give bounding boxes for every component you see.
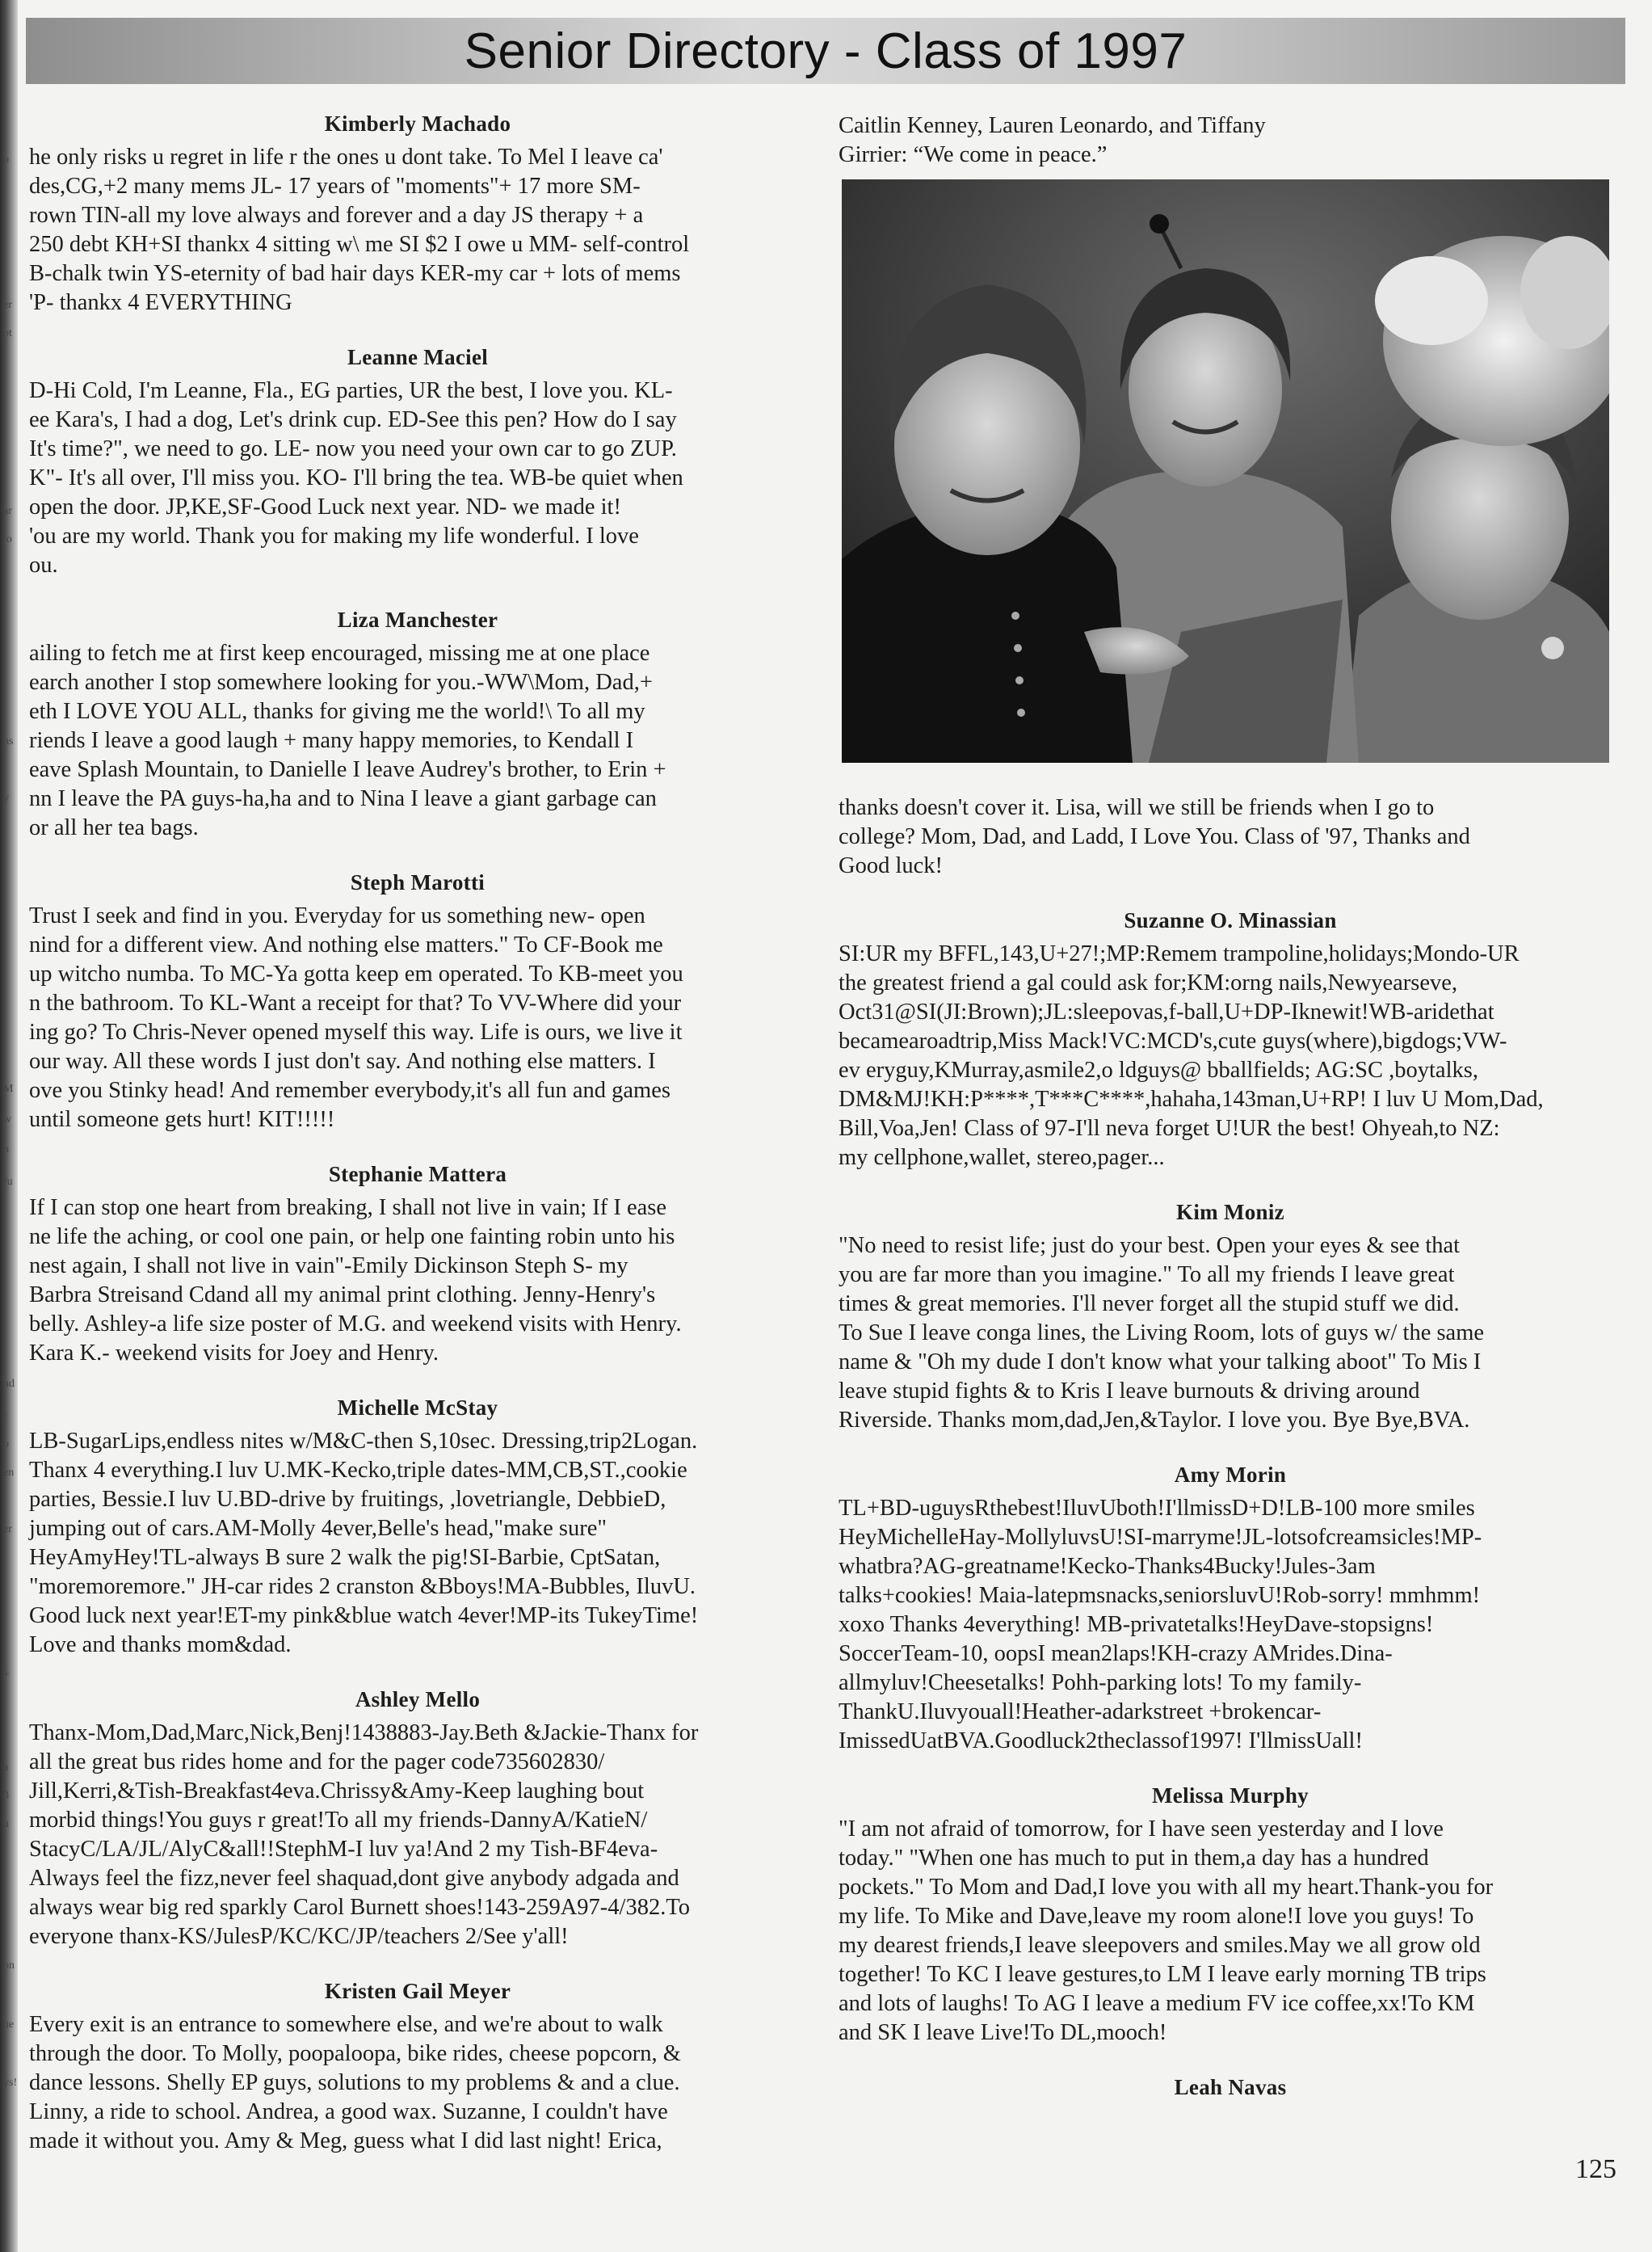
bleed-fragment: w bbox=[3, 1113, 12, 1126]
top-button bbox=[1014, 644, 1022, 652]
senior-message: ailing to fetch me at first keep encouraged, missing me at one place earch another I stop somewhere looking for you.-WW\Mom, Dad,+ eth I LOVE YOU ALL, thanks for giving me the world!\ To all my riends I leave a good laugh + many happy memories, to Kendall I eave Splash Mountain, to Danielle I leave Audrey's brother, to Erin + nn I leave the PA guys-ha,ha and to Nina I leave a giant garbage can or all her tea bags. bbox=[29, 641, 666, 840]
bleed-fragment: ot bbox=[3, 327, 12, 339]
senior-entry bbox=[29, 870, 806, 1134]
senior-entry bbox=[29, 112, 806, 318]
bleed-fragment: nd bbox=[3, 1378, 15, 1390]
photo-caption: Caitlin Kenney, Lauren Leonardo, and Tiffany Girrier: “We come in peace.” bbox=[839, 113, 1266, 167]
senior-entry bbox=[29, 608, 806, 843]
senior-entry bbox=[839, 1463, 1622, 1756]
senior-message: "I am not afraid of tomorrow, for I have seen yesterday and I love today." "When one has much to put in them,a day has a hundred pockets." To Mom and Dad,I love you with all my heart.Thank-you for my life. To Mike and Dave,leave my room alone!I love you guys! To my dearest friends,I leave sleepovers and smiles.May we all grow old together! To KC I leave gestures,to LM I leave early morning TB trips and lots of laughs! To AG I leave a medium FV ice coffee,xx!To KM and SK I leave Live!To DL,mooch! bbox=[839, 1816, 1494, 2045]
senior-message: LB-SugarLips,endless nites w/M&C-then S,10sec. Dressing,trip2Logan. Thanx 4 everything.I luv U.MK-Kecko,triple dates-MM,CB,ST.,cookie parties, Bessie.I luv U.BD-drive by fruitings, ,lovetriangle, DebbieD, jumping out of cars.AM-Molly 4ever,Belle's head,"make sure" HeyAmyHey!TL-always B sure 2 walk the pig!SI-Barbie, CptSatan, "moremoremore." JH-car rides 2 cranston &Bboys!MA-Bubbles, IluvU. Good luck next year!ET-my pink&blue watch 4ever!MP-its TukeyTime! Love and thanks mom&dad. bbox=[29, 1429, 699, 1657]
bleed-fragment: on bbox=[3, 1959, 15, 1972]
right-column bbox=[839, 112, 1622, 2128]
hoodie-button bbox=[1541, 637, 1564, 659]
senior-name: Stephanie Mattera bbox=[328, 1162, 507, 1186]
bleed-fragment: + bbox=[3, 1669, 10, 1681]
bleed-fragment: 3 bbox=[3, 1790, 9, 1802]
senior-name: Michelle McStay bbox=[337, 1395, 498, 1420]
page-number: 125 bbox=[1575, 2154, 1616, 2184]
senior-message: "No need to resist life; just do your best. Open your eyes & see that you are far more than you imagine." To all my friends I leave great times & great memories. I'll never forget all the stupid stuff we did. To Sue I leave conga lines, the Living Room, lots of guys w/ the same name & "Oh my dude I don't know what your talking aboot" To Mis I leave stupid fights & to Kris I leave burnouts & driving around Riverside. Thanks mom,dad,Jen,&Taylor. I love you. Bye Bye,BVA. bbox=[839, 1233, 1485, 1433]
senior-name: Leah Navas bbox=[1174, 2075, 1287, 2099]
bleed-fragment: ys! bbox=[3, 2077, 18, 2089]
bleed-fragment: fu bbox=[3, 1176, 13, 1188]
bleed-fragment: en bbox=[3, 1467, 15, 1479]
feather-hat bbox=[1375, 256, 1488, 345]
antenna-headband bbox=[1150, 214, 1169, 234]
senior-entry bbox=[29, 1687, 806, 1951]
bleed-fragment: o bbox=[3, 154, 9, 166]
bleed-fragment: o bbox=[3, 1438, 9, 1450]
bleed-fragment: a bbox=[3, 1762, 9, 1774]
senior-name: Melissa Murphy bbox=[1152, 1783, 1309, 1808]
senior-name: Kristen Gail Meyer bbox=[324, 1979, 511, 2003]
left-column bbox=[29, 112, 806, 2183]
bleed-fragment: ue bbox=[3, 2018, 15, 2031]
senior-entry bbox=[839, 1200, 1622, 1435]
senior-name: Kimberly Machado bbox=[324, 112, 511, 136]
continued-message bbox=[839, 793, 1622, 881]
top-button bbox=[1017, 709, 1025, 717]
photo-illustration bbox=[842, 179, 1609, 763]
senior-message: Every exit is an entrance to somewhere else, and we're about to walk through the door. To Molly, poopaloopa, bike rides, cheese popcorn, & dance lessons. Shelly EP guys, solutions to my problems & and a clue. Linny, a ride to school. Andrea, a good wax. Suzanne, I couldn't have made it without you. Amy & Meg, guess what I did last night! Erica, bbox=[29, 2012, 681, 2153]
senior-name: Liza Manchester bbox=[337, 608, 498, 632]
senior-entry bbox=[839, 908, 1622, 1172]
senior-entry bbox=[839, 2075, 1622, 2100]
senior-entry bbox=[29, 345, 806, 580]
bleed-fragment: y bbox=[3, 792, 9, 804]
senior-message: he only risks u regret in life r the ones u dont take. To Mel I leave ca' des,CG,+2 many mems JL- 17 years of "moments"+ 17 more SM- rown TIN-all my love always and forever and a day JS therapy + a 250 debt KH+SI thankx 4 sitting w\ me SI $2 I owe u MM- self-control B-chalk twin YS-eternity of bad hair days KER-my car + lots of mems 'P- thankx 4 EVERYTHING bbox=[29, 145, 690, 315]
page-header-banner bbox=[26, 18, 1625, 84]
student-photo bbox=[842, 179, 1609, 763]
bleed-fragment: er bbox=[3, 299, 12, 311]
senior-name: Kim Moniz bbox=[1176, 1200, 1284, 1224]
page-title: Senior Directory - Class of 1997 bbox=[464, 23, 1188, 79]
senior-entry bbox=[29, 1395, 806, 1660]
bleed-fragment: M bbox=[3, 1083, 14, 1095]
senior-entry bbox=[839, 1783, 1622, 2048]
top-button bbox=[1015, 676, 1024, 684]
top-button bbox=[1011, 612, 1019, 620]
senior-name: Steph Marotti bbox=[350, 870, 486, 894]
bleed-fragment: to bbox=[3, 533, 12, 545]
bleed-fragment: ar bbox=[3, 505, 12, 517]
senior-name: Suzanne O. Minassian bbox=[1124, 908, 1337, 932]
bleed-fragment: u bbox=[3, 1818, 9, 1830]
senior-message: Thanx-Mom,Dad,Marc,Nick,Benj!1438883-Jay.Beth &Jackie-Thanx for all the great bus rides home and for the pager code735602830/ Jill,Kerri,&Tish-Breakfast4eva.Chrissy&Amy-Keep laughing bout morbid things!You guys r great!To all my friends-DannyA/KatieN/ StacyC/LA/JL/AlyC&all!!StephM-I luv ya!And 2 my Tish-BF4eva- Always feel the fizz,never feel shaquad,dont give anybody adgada and always wear big red sparkly Carol Burnett shoes!143-259A97-4/382.To everyone thanx-KS/JulesP/KC/KC/JP/teachers 2/See y'all! bbox=[29, 1720, 699, 1949]
senior-message: TL+BD-uguysRthebest!IluvUboth!I'llmissD+D!LB-100 more smiles HeyMichelleHay-MollyluvsU!SI-marryme!JL-lotsofcreamsicles!MP- whatbra?AG-greatname!Kecko-Thanks4Bucky!Jules-3am talks+cookies! Maia-latepmsnacks,seniorsluvU!Rob-sorry! mmhmm! xoxo Thanks 4everything! MB-privatetalks!HeyDave-stopsigns! SoccerTeam-10, oopsI mean2laps!KH-crazy AMrides.Dina- allmyluv!Cheesetalks! Pohh-parking lots! To my family- ThankU.Iluvyouall!Heather-adarkstreet +brokencar- ImissedUatBVA.Goodluck2theclassof1997! I'llmissUall! bbox=[839, 1496, 1482, 1753]
senior-name: Leanne Maciel bbox=[347, 345, 489, 369]
bleed-fragment: r bbox=[3, 1410, 7, 1422]
senior-message: SI:UR my BFFL,143,U+27!;MP:Remem trampoline,holidays;Mondo-UR the greatest friend a gal could ask for;KM:orng nails,Newyearseve, Oct31@SI(JI:Brown);JL:sleepovas,f-ball,U+DP-Iknewit!WB-aridethat becamearoadtrip,Miss Mack!VC:MCD's,cute guys(where),bigdogs;VW- ev eryguy,KMurray,asmile2,o ldguys@ bballfields; AG:SC ,boytalks, DM&MJ!KH:P****,T***C****,hahaha,143man,U+RP! I luv U Mom,Dad, Bill,Voa,Jen! Class of 97-I'll neva forget U!UR the best! Ohyeah,to NZ: my cellphone,wallet, stereo,pager... bbox=[839, 941, 1544, 1170]
senior-message: If I can stop one heart from breaking, I shall not live in vain; If I ease ne life the aching, or cool one pain, or help one fainting robin unto his nest again, I shall not live in vain"-Emily Dickinson Steph S- my Barbra Streisand Cdand all my animal print clothing. Jenny-Henry's belly. Ashley-a life size poster of M.G. and weekend visits with Henry. Kara K.- weekend visits for Joey and Henry. bbox=[29, 1195, 682, 1366]
senior-entry bbox=[29, 1162, 806, 1368]
senior-message: Trust I seek and find in you. Everyday for us something new- open nind for a different view. And nothing else matters." To CF-Book me up witcho numba. To MC-Ya gotta keep em operated. To KB-meet you n the bathroom. To KL-Want a receipt for that? To VV-Where did your ing go? To Chris-Never opened myself this way. Life is ours, we live it our way. All these words I just don't say. And nothing else matters. I ove you Stinky head! And remember everybody,it's all fun and games until someone gets hurt! KIT!!!!! bbox=[29, 903, 683, 1132]
senior-name: Ashley Mello bbox=[355, 1687, 481, 1711]
bleed-fragment: er bbox=[3, 1523, 12, 1535]
bleed-fragment: n bbox=[3, 1143, 9, 1155]
senior-name: Amy Morin bbox=[1174, 1463, 1287, 1487]
bleed-fragment: hs bbox=[3, 735, 14, 747]
senior-message: D-Hi Cold, I'm Leanne, Fla., EG parties, UR the best, I love you. KL- ee Kara's, I had a dog, Let's drink cup. ED-See this pen? How do I say It's time?", we need to go. LE- now you need your own car to go ZUP. K"- It's all over, I'll miss you. KO- I'll bring the tea. WB-be quiet when open the door. JP,KE,SF-Good Luck next year. ND- we made it! 'ou are my world. Thank you for making my life wonderful. I love ou. bbox=[29, 378, 683, 578]
senior-message: thanks doesn't cover it. Lisa, will we still be friends when I go to college? Mom, Dad, and Ladd, I Love You. Class of '97, Thanks and Good luck! bbox=[839, 795, 1470, 878]
senior-entry bbox=[29, 1979, 806, 2156]
